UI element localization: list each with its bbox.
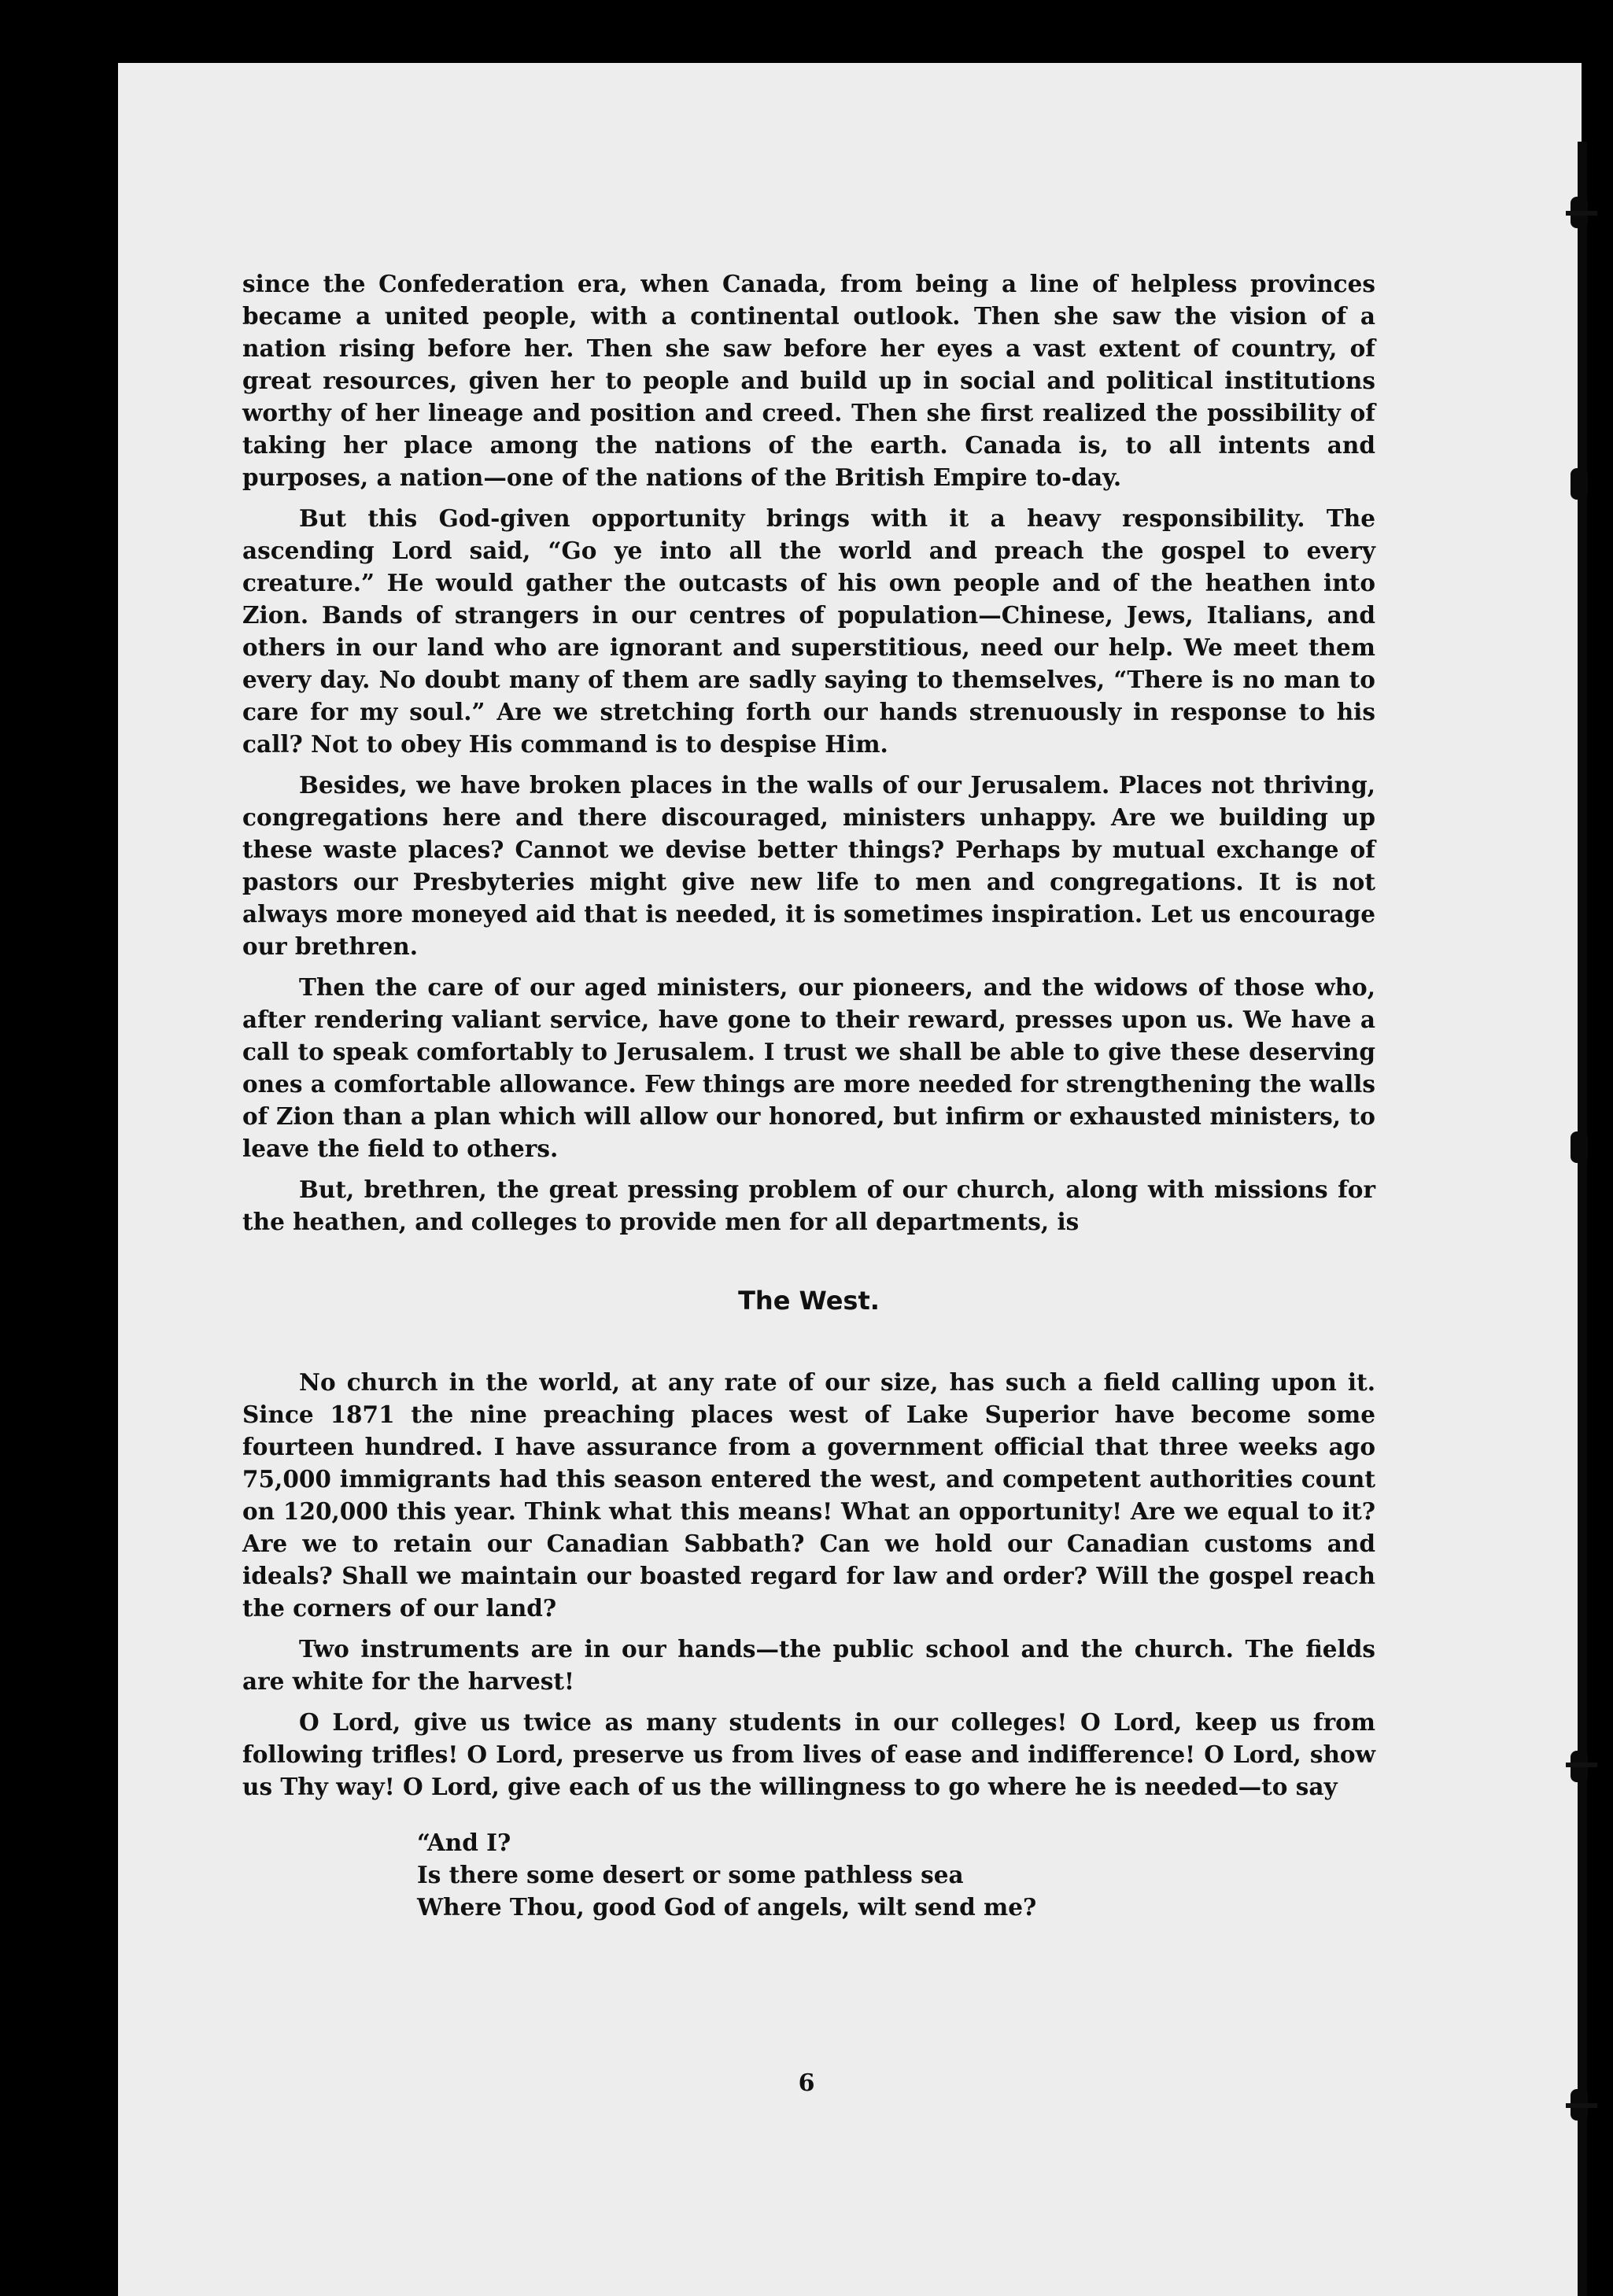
- page-number: 6: [798, 2069, 815, 2097]
- poem-line: “And I?: [417, 1829, 511, 1856]
- paragraph: No church in the world, at any rate of our size, has such a field calling upon it. Since 1871 the nine preaching places west of Lake Superior have become some fourteen hundred. I have assurance from a government official that three weeks ago 75,000 immigrants had this season entered the west, and competent authorities count on 120,000 this year. Think what this means! What an opportunity! Are we equal to it? Are we to retain our Canadian Sabbath? Can we hold our Canadian customs and ideals? Shall we maintain our boasted regard for law and order? Will the gospel reach the corners of our land?: [242, 1368, 1375, 1622]
- binding-stitch-bar: [1566, 211, 1597, 216]
- paragraph: But, brethren, the great pressing problem of our church, along with missions for the heathen, and colleges to provide men for all departments, is: [242, 1176, 1375, 1235]
- body-text: [242, 268, 1375, 1923]
- binding-line: [1578, 142, 1587, 2296]
- poem-line: Is there some desert or some pathless sea: [417, 1861, 964, 1888]
- poem-quote: [417, 1826, 1375, 1923]
- binding-stitch: [1571, 468, 1588, 500]
- poem-line: Where Thou, good God of angels, wilt send me?: [417, 1893, 1037, 1921]
- paragraph: Besides, we have broken places in the walls of our Jerusalem. Places not thriving, congregations here and there discouraged, ministers unhappy. Are we building up these waste places? Cannot we devise better things? Perhaps by mutual exchange of pastors our Presbyteries might give new life to men and congregations. It is not always more moneyed aid that is needed, it is sometimes inspiration. Let us encourage our brethren.: [242, 771, 1375, 960]
- section-heading: The West.: [738, 1286, 880, 1316]
- paragraph: Then the care of our aged ministers, our pioneers, and the widows of those who, after rendering valiant service, have gone to their reward, presses upon us. We have a call to speak comfortably to Jerusalem. I trust we shall be able to give these deserving ones a comfortable allowance. Few things are more needed for strengthening the walls of Zion than a plan which will allow our honored, but infirm or exhausted ministers, to leave the field to others.: [242, 973, 1375, 1162]
- paragraph: But this God-given opportunity brings with it a heavy responsibility. The ascending Lord said, “Go ye into all the world and preach the gospel to every creature.” He would gather the outcasts of his own people and of the heathen into Zion. Bands of strangers in our centres of population—Chinese, Jews, Italians, and others in our land who are ignorant and superstitious, need our help. We meet them every day. No doubt many of them are sadly saying to themselves, “There is no man to care for my soul.” Are we stretching forth our hands strenuously in response to his call? Not to obey His command is to despise Him.: [242, 504, 1375, 758]
- binding-stitch: [1571, 1131, 1588, 1163]
- paragraph: Two instruments are in our hands—the public school and the church. The fields are white for the harvest!: [242, 1635, 1375, 1695]
- paragraph: since the Confederation era, when Canada, from being a line of helpless provinces became a united people, with a continental outlook. Then she saw the vision of a nation rising before her. Then she saw before her eyes a vast extent of country, of great resources, given her to people and build up in social and political institutions worthy of her lineage and position and creed. Then she first realized the possibility of taking her place among the nations of the earth. Canada is, to all intents and purposes, a nation—one of the nations of the British Empire to-day.: [242, 270, 1375, 491]
- paragraph: O Lord, give us twice as many students in our colleges! O Lord, keep us from following trifles! O Lord, preserve us from lives of ease and indifference! O Lord, show us Thy way! O Lord, give each of us the willingness to go where he is needed—to say: [242, 1708, 1375, 1800]
- binding-stitch-bar: [1566, 2103, 1597, 2108]
- binding-stitch-bar: [1566, 1763, 1597, 1767]
